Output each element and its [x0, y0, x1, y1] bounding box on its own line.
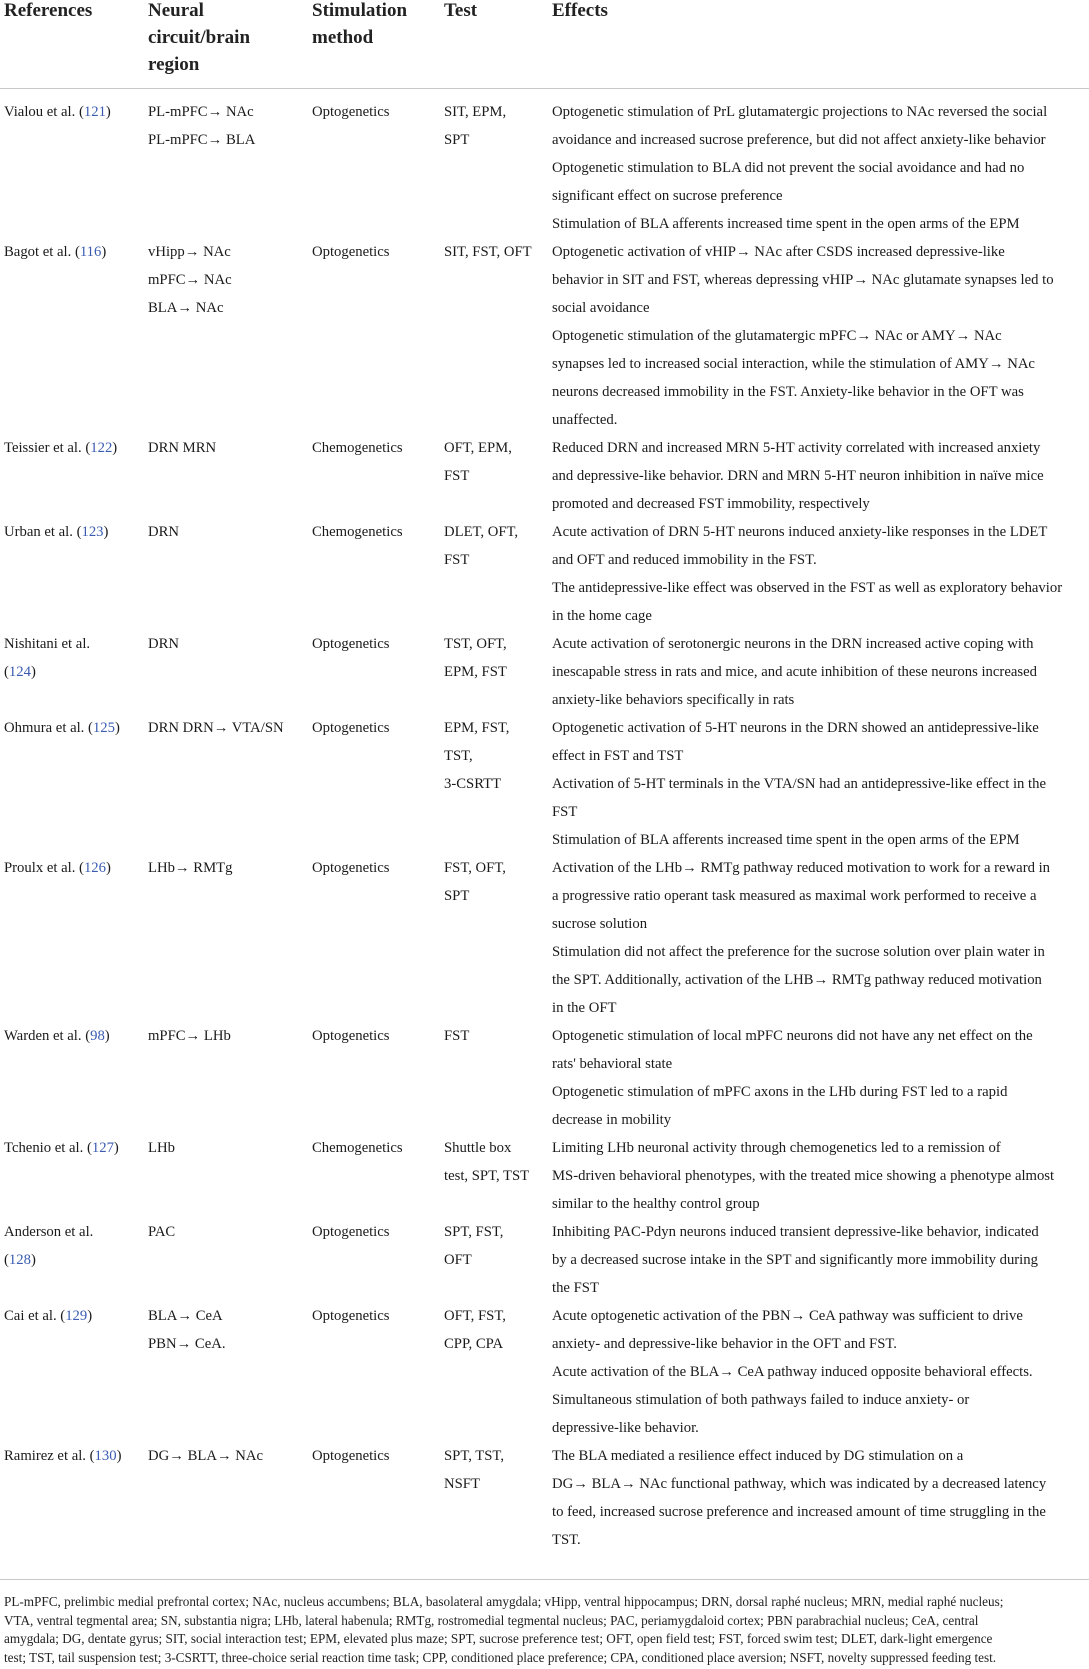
citation-link: 121 [83, 104, 106, 120]
test-line: SPT, FST, [444, 1224, 504, 1240]
table-row [0, 238, 1089, 434]
cell-reference [0, 1218, 148, 1302]
header-method: Stimulation method [312, 0, 408, 48]
citation-link: 126 [83, 860, 106, 876]
reference-author: Ramirez et al. ( [4, 1448, 95, 1464]
table-footnote [4, 1593, 1086, 1667]
circuit-line: DRN [148, 636, 180, 652]
effects-line: TST. [552, 1532, 581, 1548]
method-text: Optogenetics [312, 720, 390, 736]
effects-line: Acute optogenetic activation of the PBN→ CeA pathway was sufficient to drive [552, 1308, 1023, 1324]
test-line: FST [444, 552, 470, 568]
footnote-line: test; TST, tail suspension test; 3-CSRTT, three-choice serial reaction time task; CPP, conditioned place preference; CPA, conditioned place aversion; NSFT, novelty suppressed feeding test. [4, 1649, 997, 1665]
citation-link: 125 [92, 720, 115, 736]
circuit-line: vHipp→ NAc [148, 244, 231, 260]
cell-effects [552, 854, 1089, 1022]
cell-method [312, 1218, 444, 1302]
test-line: SIT, EPM, [444, 104, 507, 120]
effects-line: the FST [552, 1280, 599, 1296]
effects-line: Simultaneous stimulation of both pathways failed to induce anxiety- or [552, 1392, 970, 1408]
cell-method [312, 238, 444, 434]
effects-line: social avoidance [552, 300, 650, 316]
effects-line: FST [552, 804, 578, 820]
reference-close: ) [114, 720, 120, 736]
reference-close: ) [30, 664, 36, 680]
effects-line: and OFT and reduced immobility in the FST. [552, 552, 817, 568]
cell-test [444, 98, 552, 238]
reference-author: Urban et al. ( [4, 524, 82, 540]
cell-effects [552, 1134, 1089, 1218]
cell-test [444, 714, 552, 854]
effects-line: neurons decreased immobility in the FST. Anxiety-like behavior in the OFT was [552, 384, 1024, 400]
footnote-line: amygdala; DG, dentate gyrus; SIT, social interaction test; EPM, elevated plus maze; SPT, sucrose preference test; OFT, open field test; FST, forced swim test; DLET, dark-light emergence [4, 1631, 993, 1646]
reference-close: ) [113, 1140, 119, 1156]
effects-line: avoidance and increased sucrose preference, but did not affect anxiety-like behavior [552, 132, 1046, 148]
cell-method [312, 98, 444, 238]
reference-author: Ohmura et al. ( [4, 720, 93, 736]
table-row [0, 1022, 1089, 1134]
reference-author: Nishitani et al. [4, 636, 91, 652]
cell-effects [552, 238, 1089, 434]
cell-effects [552, 1022, 1089, 1134]
effects-line: a progressive ratio operant task measured as maximal work performed to receive a [552, 888, 1037, 904]
circuit-line: DRN MRN [148, 440, 217, 456]
cell-method [312, 714, 444, 854]
effects-line: Acute activation of DRN 5-HT neurons induced anxiety-like responses in the LDET [552, 524, 1048, 540]
table-body [0, 88, 1089, 1554]
test-line: OFT, EPM, [444, 440, 512, 456]
circuit-line: mPFC→ NAc [148, 272, 232, 288]
reference-close: ) [30, 1252, 36, 1268]
circuit-line: DG→ BLA→ NAc [148, 1448, 264, 1464]
table-row [0, 854, 1089, 1022]
cell-method [312, 1442, 444, 1554]
effects-line: decrease in mobility [552, 1112, 672, 1128]
reference-close: ) [103, 524, 109, 540]
reference-author: Anderson et al. [4, 1224, 94, 1240]
effects-line: inescapable stress in rats and mice, and acute inhibition of these neurons increased [552, 664, 1037, 680]
method-text: Chemogenetics [312, 440, 403, 456]
cell-method [312, 1022, 444, 1134]
cell-reference [0, 1302, 148, 1442]
circuit-line: LHb→ RMTg [148, 860, 233, 876]
cell-method [312, 518, 444, 630]
cell-test [444, 1022, 552, 1134]
cell-test [444, 238, 552, 434]
effects-line: behavior in SIT and FST, whereas depressing vHIP→ NAc glutamate synapses led to [552, 272, 1054, 288]
reference-close: ) [87, 1308, 93, 1324]
table-row [0, 1442, 1089, 1554]
cell-reference [0, 1442, 148, 1554]
cell-effects [552, 714, 1089, 854]
cell-reference [0, 1134, 148, 1218]
test-line: CPP, CPA [444, 1336, 504, 1352]
reference-author: Bagot et al. ( [4, 244, 80, 260]
header-test: Test [444, 0, 478, 21]
cell-method [312, 1302, 444, 1442]
test-line: FST [444, 1028, 470, 1044]
reference-author: Proulx et al. ( [4, 860, 84, 876]
table-row [0, 434, 1089, 518]
cell-test [444, 1134, 552, 1218]
cell-test [444, 1218, 552, 1302]
effects-line: MS-driven behavioral phenotypes, with the treated mice showing a phenotype almost [552, 1168, 1055, 1184]
header-circuit: Neural circuit/brain region [148, 0, 251, 75]
effects-line: Optogenetic stimulation of PrL glutamatergic projections to NAc reversed the social [552, 104, 1048, 120]
citation-link: 123 [81, 524, 104, 540]
reference-close: ) [104, 1028, 110, 1044]
cell-test [444, 854, 552, 1022]
effects-line: Inhibiting PAC-Pdyn neurons induced transient depressive-like behavior, indicated [552, 1224, 1039, 1240]
test-line: TST, OFT, [444, 636, 507, 652]
citation-link: 127 [91, 1140, 114, 1156]
cell-circuit [148, 434, 312, 518]
reference-open: ( [4, 1252, 9, 1268]
method-text: Optogenetics [312, 1028, 390, 1044]
table-row [0, 1134, 1089, 1218]
effects-line: and depressive-like behavior. DRN and MRN 5-HT neuron inhibition in naïve mice [552, 468, 1044, 484]
cell-test [444, 1302, 552, 1442]
effects-line: Optogenetic activation of 5-HT neurons in the DRN showed an antidepressive-like [552, 720, 1039, 736]
effects-line: Activation of 5-HT terminals in the VTA/SN had an antidepressive-like effect in the [552, 776, 1046, 792]
effects-line: Limiting LHb neuronal activity through chemogenetics led to a remission of [552, 1140, 1001, 1156]
reference-author: Vialou et al. ( [4, 104, 84, 120]
cell-method [312, 854, 444, 1022]
test-line: EPM, FST, [444, 720, 510, 736]
effects-line: Reduced DRN and increased MRN 5-HT activity correlated with increased anxiety [552, 440, 1041, 456]
effects-line: sucrose solution [552, 916, 648, 932]
cell-circuit [148, 238, 312, 434]
effects-line: significant effect on sucrose preference [552, 188, 783, 204]
cell-circuit [148, 1442, 312, 1554]
cell-circuit [148, 1218, 312, 1302]
cell-circuit [148, 98, 312, 238]
test-line: SPT [444, 888, 470, 904]
cell-circuit [148, 1134, 312, 1218]
effects-line: Optogenetic stimulation of local mPFC neurons did not have any net effect on the [552, 1028, 1033, 1044]
effects-line: by a decreased sucrose intake in the SPT and significantly more immobility during [552, 1252, 1038, 1268]
cell-reference [0, 238, 148, 434]
reference-close: ) [105, 860, 111, 876]
cell-effects [552, 98, 1089, 238]
effects-line: The BLA mediated a resilience effect induced by DG stimulation on a [552, 1448, 964, 1464]
table-row [0, 630, 1089, 714]
cell-reference [0, 714, 148, 854]
table-row [0, 98, 1089, 238]
cell-reference [0, 434, 148, 518]
citation-link: 128 [8, 1252, 31, 1268]
cell-circuit [148, 518, 312, 630]
test-line: FST, OFT, [444, 860, 506, 876]
cell-effects [552, 434, 1089, 518]
cell-effects [552, 630, 1089, 714]
citation-link: 130 [94, 1448, 117, 1464]
circuit-line: PL-mPFC→ BLA [148, 132, 256, 148]
citation-link: 122 [90, 440, 113, 456]
effects-line: unaffected. [552, 412, 618, 428]
effects-line: rats' behavioral state [552, 1056, 673, 1072]
circuit-line: DRN [148, 524, 180, 540]
effects-line: synapses led to increased social interaction, while the stimulation of AMY→ NAc [552, 356, 1035, 372]
cell-method [312, 1134, 444, 1218]
reference-close: ) [116, 1448, 122, 1464]
circuit-line: mPFC→ LHb [148, 1028, 231, 1044]
citation-link: 116 [79, 244, 102, 260]
method-text: Optogenetics [312, 860, 390, 876]
effects-line: anxiety- and depressive-like behavior in the OFT and FST. [552, 1336, 897, 1352]
cell-circuit [148, 854, 312, 1022]
reference-close: ) [112, 440, 118, 456]
test-line: NSFT [444, 1476, 480, 1492]
test-line: FST [444, 468, 470, 484]
cell-reference [0, 854, 148, 1022]
circuit-line: PL-mPFC→ NAc [148, 104, 254, 120]
test-line: OFT [444, 1252, 472, 1268]
effects-line: in the home cage [552, 608, 652, 624]
cell-circuit [148, 1022, 312, 1134]
table-row [0, 714, 1089, 854]
cell-test [444, 1442, 552, 1554]
effects-line: Stimulation of BLA afferents increased time spent in the open arms of the EPM [552, 832, 1020, 848]
cell-reference [0, 630, 148, 714]
method-text: Optogenetics [312, 1448, 390, 1464]
method-text: Optogenetics [312, 104, 390, 120]
effects-line: promoted and decreased FST immobility, respectively [552, 496, 870, 512]
effects-line: the SPT. Additionally, activation of the LHB→ RMTg pathway reduced motivation [552, 972, 1042, 988]
circuit-line: BLA→ NAc [148, 300, 224, 316]
effects-line: effect in FST and TST [552, 748, 684, 764]
effects-line: Stimulation did not affect the preference for the sucrose solution over plain water in [552, 944, 1045, 960]
cell-reference [0, 518, 148, 630]
cell-test [444, 630, 552, 714]
table-row [0, 1302, 1089, 1442]
reference-author: Tchenio et al. ( [4, 1140, 92, 1156]
cell-circuit [148, 714, 312, 854]
test-line: OFT, FST, [444, 1308, 506, 1324]
test-line: SPT [444, 132, 470, 148]
footnote-line: VTA, ventral tegmental area; SN, substantia nigra; LHb, lateral habenula; RMTg, rostromedial tegmental nucleus; PAC, periamygdaloid cortex; PBN parabrachial nucleus; CeA, central [4, 1612, 979, 1628]
effects-line: Optogenetic stimulation of mPFC axons in the LHb during FST led to a rapid [552, 1084, 1008, 1100]
effects-line: Activation of the LHb→ RMTg pathway reduced motivation to work for a reward in [552, 860, 1051, 876]
effects-line: similar to the healthy control group [552, 1196, 760, 1212]
cell-effects [552, 1442, 1089, 1554]
method-text: Optogenetics [312, 1308, 390, 1324]
method-text: Optogenetics [312, 636, 390, 652]
header-references: References [4, 0, 93, 21]
test-line: TST, [444, 748, 473, 764]
circuit-line: BLA→ CeA [148, 1308, 223, 1324]
bottom-rule [0, 1579, 1089, 1580]
citation-link: 129 [65, 1308, 88, 1324]
reference-author: Teissier et al. ( [4, 440, 91, 456]
cell-circuit [148, 630, 312, 714]
method-text: Chemogenetics [312, 1140, 403, 1156]
test-line: SIT, FST, OFT [444, 244, 532, 260]
test-line: EPM, FST [444, 664, 507, 680]
footnote-line: PL-mPFC, prelimbic medial prefrontal cortex; NAc, nucleus accumbens; BLA, basolateral amygdala; vHipp, ventral hippocampus; DRN, dorsal raphé nucleus; MRN, medial raphé nucleus; [4, 1594, 1004, 1609]
citation-link: 98 [90, 1028, 105, 1044]
table-header [0, 0, 1089, 88]
cell-reference [0, 1022, 148, 1134]
reference-author: Warden et al. ( [4, 1028, 91, 1044]
reference-author: Cai et al. ( [4, 1308, 66, 1324]
circuit-line: PBN→ CeA. [148, 1336, 226, 1352]
cell-test [444, 518, 552, 630]
table-row [0, 518, 1089, 630]
cell-test [444, 434, 552, 518]
table-row [0, 1218, 1089, 1302]
effects-line: anxiety-like behaviors specifically in rats [552, 692, 795, 708]
cell-circuit [148, 1302, 312, 1442]
circuit-line: LHb [148, 1140, 175, 1156]
effects-line: Acute activation of serotonergic neurons in the DRN increased active coping with [552, 636, 1034, 652]
header-effects: Effects [552, 0, 608, 21]
effects-line: Stimulation of BLA afferents increased time spent in the open arms of the EPM [552, 216, 1020, 232]
effects-line: DG→ BLA→ NAc functional pathway, which was indicated by a decreased latency [552, 1476, 1047, 1492]
method-text: Optogenetics [312, 244, 390, 260]
circuit-line: DRN DRN→ VTA/SN [148, 720, 284, 736]
method-text: Optogenetics [312, 1224, 390, 1240]
effects-line: The antidepressive-like effect was observed in the FST as well as exploratory behavior [552, 580, 1063, 596]
effects-line: Optogenetic stimulation to BLA did not prevent the social avoidance and had no [552, 160, 1025, 176]
cell-effects [552, 1302, 1089, 1442]
reference-close: ) [101, 244, 107, 260]
test-line: 3-CSRTT [444, 776, 502, 792]
cell-effects [552, 1218, 1089, 1302]
reference-open: ( [4, 664, 9, 680]
cell-method [312, 630, 444, 714]
effects-line: Optogenetic stimulation of the glutamatergic mPFC→ NAc or AMY→ NAc [552, 328, 1002, 344]
test-line: DLET, OFT, [444, 524, 519, 540]
effects-line: depressive-like behavior. [552, 1420, 699, 1436]
effects-line: Acute activation of the BLA→ CeA pathway induced opposite behavioral effects. [552, 1364, 1033, 1380]
test-line: Shuttle box [444, 1140, 512, 1156]
cell-reference [0, 98, 148, 238]
effects-line: Optogenetic activation of vHIP→ NAc after CSDS increased depressive-like [552, 244, 1005, 260]
reference-close: ) [105, 104, 111, 120]
effects-line: to feed, increased sucrose preference and increased amount of time struggling in the [552, 1504, 1046, 1520]
test-line: test, SPT, TST [444, 1168, 530, 1184]
cell-method [312, 434, 444, 518]
test-line: SPT, TST, [444, 1448, 504, 1464]
citation-link: 124 [8, 664, 31, 680]
cell-effects [552, 518, 1089, 630]
circuit-line: PAC [148, 1224, 176, 1240]
effects-line: in the OFT [552, 1000, 617, 1016]
method-text: Chemogenetics [312, 524, 403, 540]
